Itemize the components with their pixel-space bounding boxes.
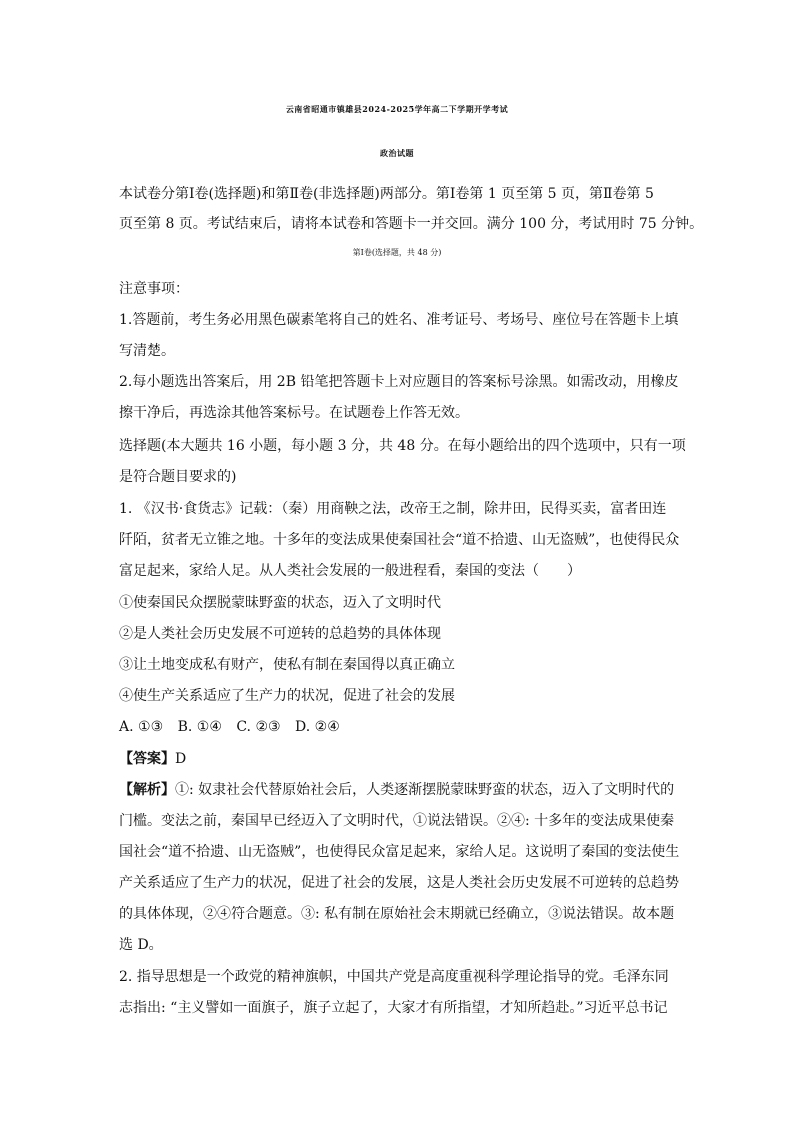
- option-text: ①③: [138, 719, 164, 735]
- answer-value: D: [175, 751, 187, 767]
- section-title: 第Ⅰ卷(选择题，共 48 分): [352, 248, 442, 257]
- intro-line: 本试卷分第Ⅰ卷(选择题)和第Ⅱ卷(非选择题)两部分。第Ⅰ卷第 1 页至第 5 页，第Ⅱ卷第 5: [119, 186, 654, 202]
- question-1-analysis: 门槛。变法之前，秦国早已经迈入了文明时代，①说法错误。②④: 十多年的变法成果使秦: [119, 813, 675, 829]
- choice-instructions: 是符合题目要求的): [119, 469, 237, 485]
- answer-label: 【答案】: [119, 751, 175, 767]
- note-item: 1.答题前，考生务必用黑色碳素笔将自己的姓名、准考证号、考场号、座位号在答题卡上填: [119, 312, 679, 328]
- option-letter: B.: [177, 719, 193, 735]
- question-1-answer: [119, 750, 186, 768]
- note-item: 2.每小题选出答案后，用 2B 铅笔把答题卡上对应题目的答案标号涂黑。如需改动，用橡皮: [119, 374, 679, 390]
- question-1-analysis: 的具体体现，②④符合题意。③: 私有制在原始社会末期就已经确立，③说法错误。故本题: [119, 906, 675, 922]
- option-letter: D.: [295, 719, 311, 735]
- option-text: ①④: [196, 719, 222, 735]
- question-1-stem: 1. 《汉书·食货志》记载：（秦）用商鞅之法，改帝王之制，除井田，民得买卖，富者田连: [119, 501, 667, 517]
- question-1-statement: ④使生产关系适应了生产力的状况，促进了社会的发展: [119, 688, 455, 704]
- option-letter: A.: [119, 719, 134, 735]
- question-1-analysis: 产关系适应了生产力的状况，促进了社会的发展，这是人类社会历史发展不可逆转的总趋势: [119, 875, 679, 891]
- option-letter: C.: [236, 719, 252, 735]
- question-1-options: [119, 718, 340, 736]
- question-1-stem: 阡陌，贫者无立锥之地。十多年的变法成果使秦国社会“道不拾遗、山无盗贼”，也使得民众: [119, 532, 680, 548]
- exam-subtitle: 政治试题: [380, 148, 414, 158]
- question-1-statement: ①使秦国民众摆脱蒙昧野蛮的状态，迈入了文明时代: [119, 595, 441, 611]
- choice-instructions: 选择题(本大题共 16 小题，每小题 3 分，共 48 分。在每小题给出的四个选项中，只有一项: [119, 438, 686, 454]
- note-item: 写清楚。: [119, 343, 175, 359]
- question-1-analysis: 国社会“道不拾遗、山无盗贼”，也使得民众富足起来，家给人足。这说明了秦国的变法使生: [119, 844, 680, 860]
- option-text: ②④: [314, 719, 340, 735]
- note-item: 擦干净后，再选涂其他答案标号。在试题卷上作答无效。: [119, 405, 469, 421]
- question-1-statement: ②是人类社会历史发展不可逆转的总趋势的具体体现: [119, 626, 441, 642]
- option-text: ②③: [255, 719, 281, 735]
- analysis-text: ①: 奴隶社会代替原始社会后，人类逐渐摆脱蒙昧野蛮的状态，迈入了文明时代的: [175, 782, 675, 798]
- question-1-analysis: [119, 781, 674, 799]
- analysis-label: 【解析】: [119, 782, 175, 798]
- question-2-stem: 志指出: “主义譬如一面旗子，旗子立起了，大家才有所指望，才知所趋赴。”习近平总书记: [119, 1000, 668, 1016]
- intro-line: 页至第 8 页。考试结束后，请将本试卷和答题卡一并交回。满分 100 分，考试用时 75 分钟。: [119, 216, 704, 232]
- question-1-stem: 富足起来，家给人足。从人类社会发展的一般进程看，秦国的变法（ ）: [119, 563, 581, 579]
- question-1-statement: ③让土地变成私有财产，使私有制在秦国得以真正确立: [119, 657, 455, 673]
- question-2-stem: 2. 指导思想是一个政党的精神旗帜，中国共产党是高度重视科学理论指导的党。毛泽东同: [119, 969, 669, 985]
- notes-heading: 注意事项：: [119, 281, 189, 297]
- exam-title: 云南省昭通市镇雄县2024-2025学年高二下学期开学考试: [285, 104, 509, 114]
- question-1-analysis: 选 D。: [119, 937, 163, 953]
